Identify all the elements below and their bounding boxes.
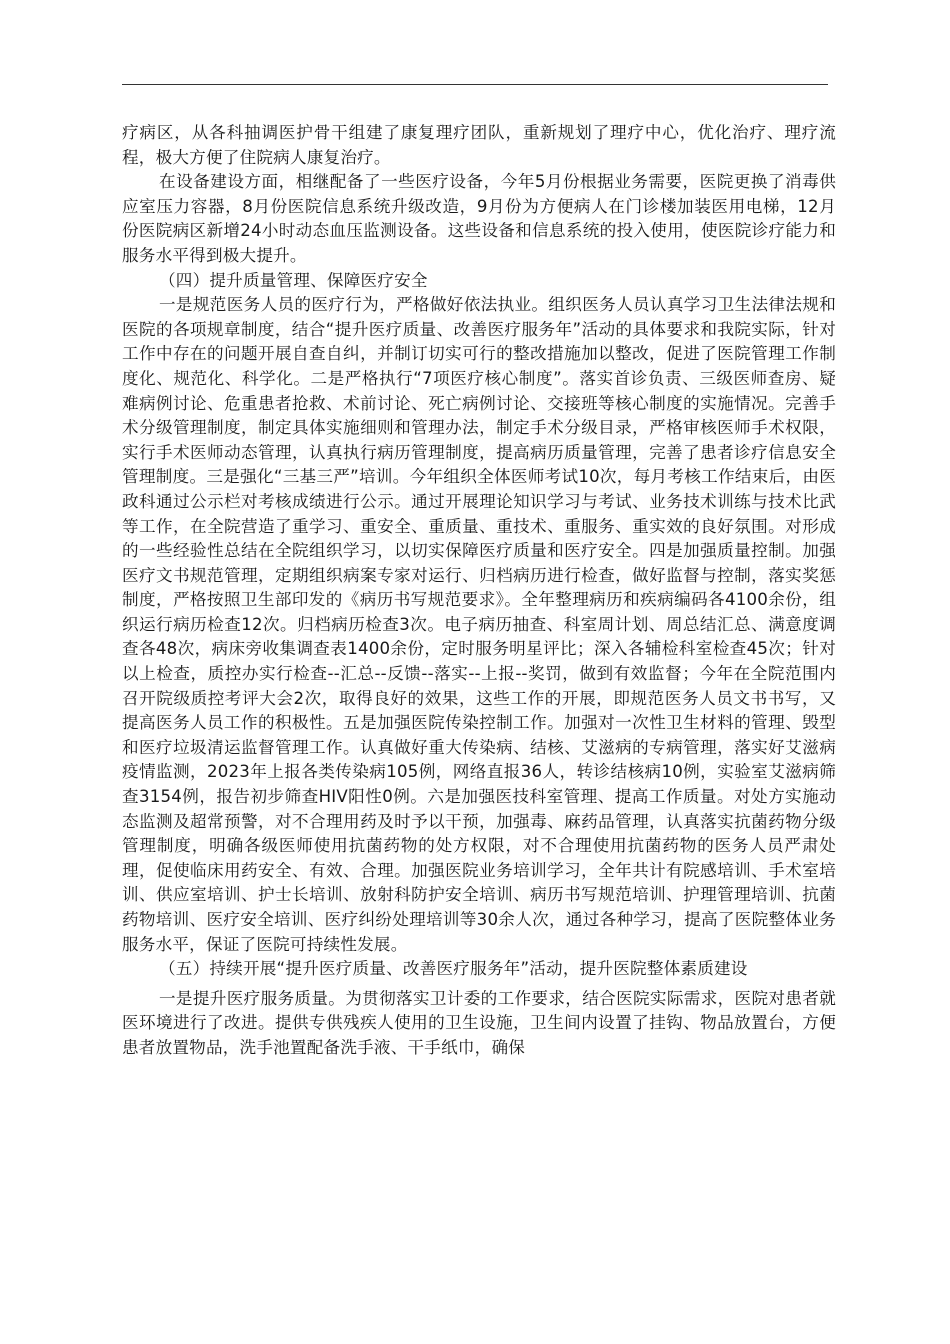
paragraph-service-quality: 一是提升医疗服务质量。为贯彻落实卫计委的工作要求，结合医院实际需求，医院对患者就医环境进行了改进。提供专供残疾人使用的卫生设施，卫生间内设置了挂钩、物品放置台，方便患者放置物品，洗手池置配备洗手液、干手纸巾，确保 — [122, 988, 836, 1057]
paragraph-equipment: 在设备建设方面，相继配备了一些医疗设备，今年5月份根据业务需要，医院更换了消毒供应室压力容器，8月份医院信息系统升级改造，9月份为方便病人在门诊楼加装医用电梯，12月份医院病区新增24小时动态血压监测设备。这些设备和信息系统的投入使用，使医院诊疗能力和服务水平得到极大提升。 — [122, 172, 836, 265]
section-heading-five: （五）持续开展“提升医疗质量、改善医疗服务年”活动，提升医院整体素质建设 — [159, 959, 748, 979]
header-rule — [122, 84, 828, 85]
paragraph-quality-management: 一是规范医务人员的医疗行为，严格做好依法执业。组织医务人员认真学习卫生法律法规和医院的各项规章制度，结合“提升医疗质量、改善医疗服务年”活动的具体要求和我院实际，针对工作中存在的问题开展自查自纠，并制订切实可行的整改措施加以整改，促进了医院管理工作制度化、规范化、科学化。二是严格执行“7项医疗核心制度”。落实首诊负责、三级医师查房、疑难病例讨论、危重患者抢救、术前讨论、死亡病例讨论、交接班等核心制度的实施情况。完善手术分级管理制度，制定具体实施细则和管理办法，制定手术分级目录，严格审核医师手术权限，实行手术医师动态管理，认真执行病历管理制度，提高病历质量管理，完善了患者诊疗信息安全管理制度。三是强化“三基三严”培训。今年组织全体医师考试10次，每月考核工作结束后，由医政科通过公示栏对考核成绩进行公示。通过开展理论知识学习与考试、业务技术训练与技术比武等工作，在全院营造了重学习、重安全、重质量、重技术、重服务、重实效的良好氛围。对形成的一些经验性总结在全院组织学习，以切实保障医疗质量和医疗安全。四是加强质量控制。加强医疗文书规范管理，定期组织病案专家对运行、归档病历进行检查，做好监督与控制，落实奖惩制度，严格按照卫生部印发的《病历书写规范要求》。全年整理病历和疾病编码各4100余份，组织运行病历检查12次。归档病历检查3次。电子病历抽查、科室周计划、周总结汇总、满意度调查各48次，病床旁收集调查表1400余份，定时服务明星评比；深入各辅检科室检查45次；针对以上检查，质控办实行检查--汇总--反馈--落实--上报--奖罚，做到有效监督；今年在全院范围内召开院级质控考评大会2次，取得良好的效果，这些工作的开展，即规范医务人员文书书写，又提高医务人员工作的积极性。五是加强医院传染控制工作。加强对一次性卫生材料的管理、毁型和医疗垃圾清运监督管理工作。认真做好重大传染病、结核、艾滋病的专病管理，落实好艾滋病疫情监测，2023年上报各类传染病105例，网络直报36人，转诊结核病10例，实验室艾滋病筛查3154例，报告初步筛查HIV阳性0例。六是加强医技科室管理、提高工作质量。对处方实施动态监测及超常预警，对不合理用药及时予以干预，加强毒、麻药品管理，认真落实抗菌药物分级管理制度，明确各级医师使用抗菌药物的处方权限，对不合理使用抗菌药物的医务人员严肃处理，促使临床用药安全、有效、合理。加强医院业务培训学习，全年共计有院感培训、手术室培训、供应室培训、护士长培训、放射科防护安全培训、病历书写规范培训、护理管理培训、抗菌药物培训、医疗安全培训、医疗纠纷处理培训等30余人次，通过各种学习，提高了医院整体业务服务水平，保证了医院可持续性发展。 — [122, 295, 836, 954]
document-body — [122, 121, 836, 1061]
paragraph-continuation: 疗病区，从各科抽调医护骨干组建了康复理疗团队，重新规划了理疗中心，优化治疗、理疗流程，极大方便了住院病人康复治疗。 — [122, 123, 836, 167]
section-heading-four: （四）提升质量管理、保障医疗安全 — [159, 270, 428, 290]
